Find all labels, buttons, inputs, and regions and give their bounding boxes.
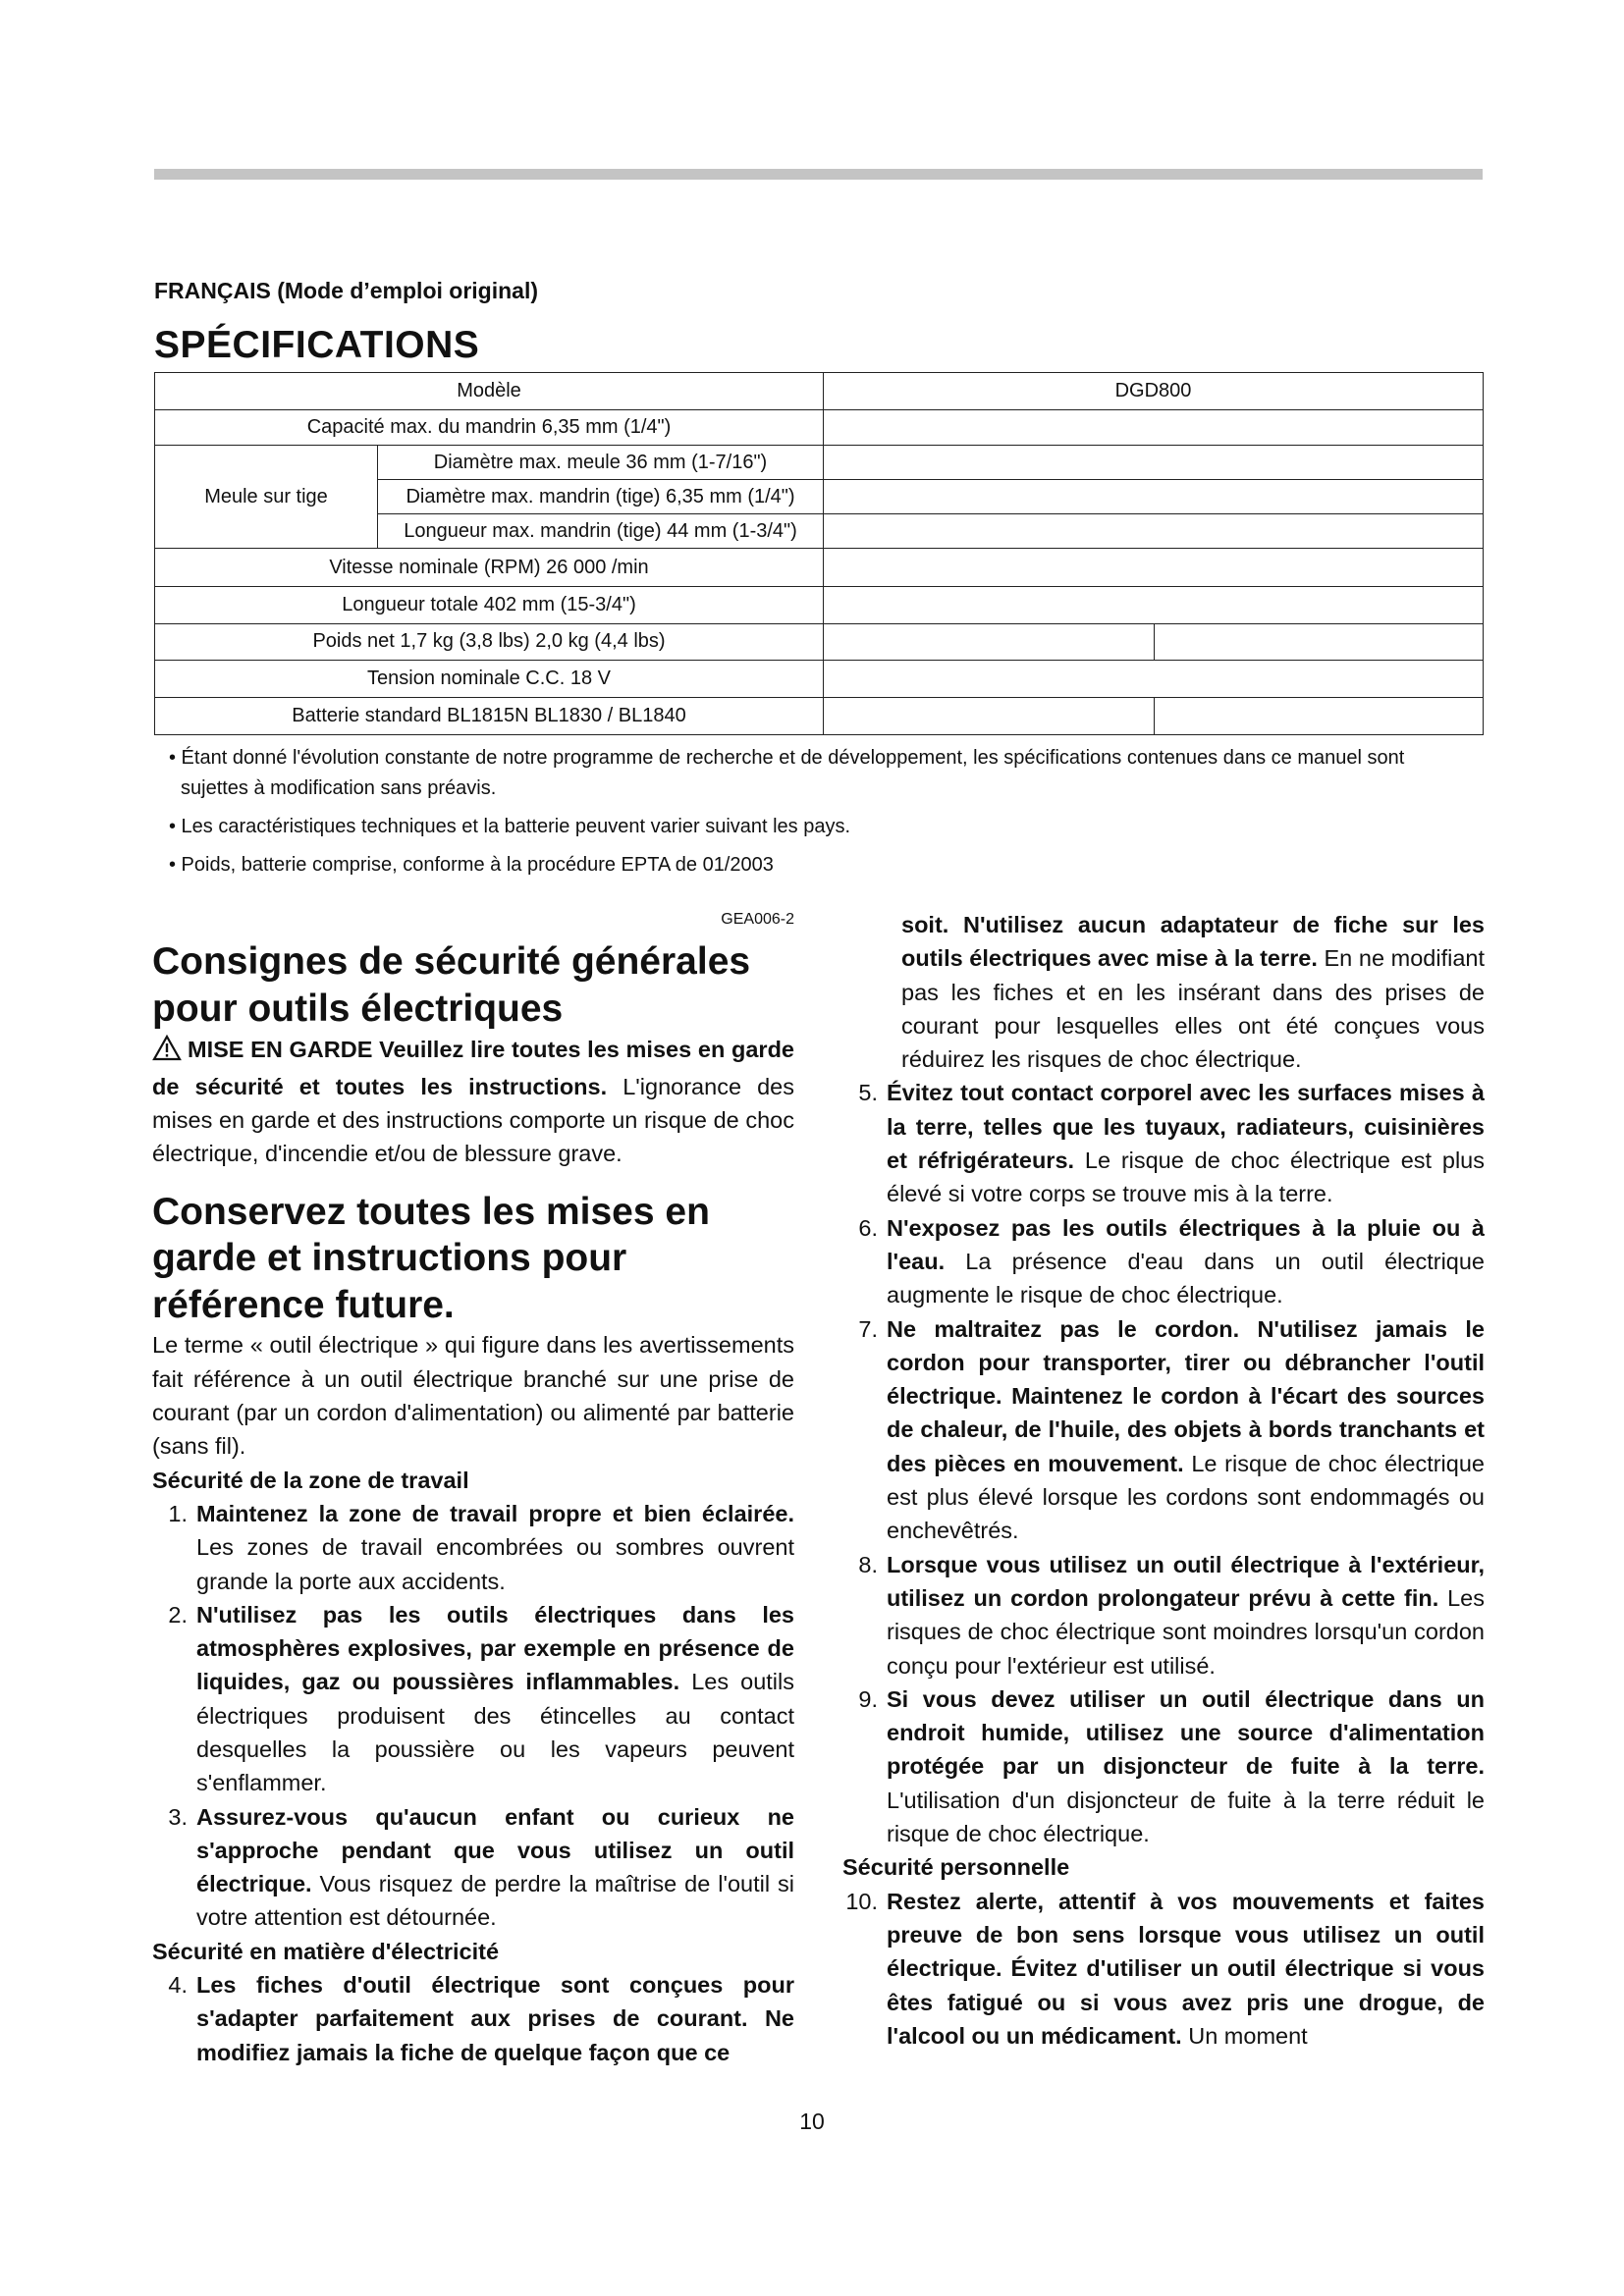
spec-value-empty <box>824 410 1484 446</box>
item-number: 4. <box>168 1972 188 1999</box>
item-bold: soit. N'utilisez aucun adaptateur de fiche sur les outils électriques avec mise à la terre. <box>901 912 1485 972</box>
spec-label: Capacité max. du mandrin 6,35 mm (1/4") <box>155 410 824 446</box>
spec-value-empty <box>824 697 1155 734</box>
language-header: FRANÇAIS (Mode d’emploi original) <box>154 278 538 303</box>
spec-row <box>155 549 1484 586</box>
spec-label: Diamètre max. mandrin (tige) 6,35 mm (1/4") <box>378 480 824 514</box>
item-bold: N'utilisez pas les outils électriques dans les atmosphères explosives, par exemple en présence de liquides, gaz ou poussières inflammables. <box>196 1601 794 1695</box>
item-bold: Les fiches d'outil électrique sont conçues pour s'adapter parfaitement aux prises de courant. Ne modifiez jamais la fiche de quelque façon que ce <box>196 1972 794 2065</box>
item-bold: Assurez-vous qu'aucun enfant ou curieux ne s'approche pendant que vous utilisez un outil électrique. <box>196 1803 794 1897</box>
item-bold: N'exposez pas les outils électriques à la pluie ou à l'eau. <box>887 1214 1485 1274</box>
item-number: 10. <box>845 1888 878 1914</box>
item-bold: Lorsque vous utilisez un outil électrique à l'extérieur, utilisez un cordon prolongateur prévu à cette fin. <box>887 1551 1485 1611</box>
spec-note: • Les caractéristiques techniques et la batterie peuvent varier suivant les pays. <box>169 816 851 837</box>
spec-note: • Poids, batterie comprise, conforme à la procédure EPTA de 01/2003 <box>169 854 774 876</box>
spec-value-empty <box>824 480 1484 514</box>
spec-value-empty <box>824 586 1484 623</box>
spec-row <box>155 446 1484 480</box>
group-label: Meule sur tige <box>155 446 378 549</box>
specifications-title: SPÉCIFICATIONS <box>154 324 480 366</box>
item-text: En ne modifiant pas les fiches et en les insérant dans des prises de courant pour lesquelles elles ont été conçues vous réduirez les risques de choc électrique. <box>901 945 1486 1073</box>
list-item <box>842 1682 1485 1850</box>
warning-icon <box>152 1035 182 1070</box>
model-value: DGD800 <box>824 373 1484 410</box>
section-heading: Conservez toutes les mises en garde et instructions pour référence future. <box>152 1190 710 1326</box>
list-item <box>842 1312 1485 1548</box>
spec-row <box>155 410 1484 446</box>
item-bold: Évitez tout contact corporel avec les surfaces mises à la terre, telles que les tuyaux, radiateurs, cuisinières et réfrigérateurs. <box>887 1080 1485 1174</box>
item-bold: Maintenez la zone de travail propre et bien éclairée. <box>196 1500 794 1526</box>
spec-label: Longueur max. mandrin (tige) 44 mm (1-3/4") <box>378 514 824 549</box>
spec-row <box>155 623 1484 660</box>
item-bold: Restez alerte, attentif à vos mouvements et faites preuve de bon sens lorsque vous utilisez un outil électrique. Évitez d'utiliser un outil électrique si vous êtes fatigué ou si vous avez pris une drogue, de l'alcool ou un médicament. <box>887 1888 1485 2049</box>
model-label: Modèle <box>155 373 824 410</box>
section-heading: Consignes de sécurité générales pour outils électriques <box>152 940 751 1030</box>
item-number: 2. <box>168 1601 188 1628</box>
specifications-table <box>154 372 1484 735</box>
list-item <box>842 1885 1485 2053</box>
item-number: 9. <box>858 1685 878 1712</box>
spec-label: Vitesse nominale (RPM) 26 000 /min <box>155 549 824 586</box>
right-column <box>842 908 1485 2053</box>
spec-label: Diamètre max. meule 36 mm (1-7/16") <box>378 446 824 480</box>
warning-bold: MISE EN GARDE Veuillez lire toutes les mises en garde de sécurité et toutes les instructions. <box>152 1036 794 1099</box>
spec-row <box>155 697 1484 734</box>
warning-paragraph <box>152 1033 794 1171</box>
item-number: 1. <box>168 1500 188 1526</box>
item-number: 7. <box>858 1315 878 1342</box>
item-number: 6. <box>858 1214 878 1241</box>
list-item <box>842 1211 1485 1312</box>
list-item <box>842 1548 1485 1682</box>
item-bold: Ne maltraitez pas le cordon. N'utilisez jamais le cordon pour transporter, tirer ou débrancher l'outil électrique. Maintenez le cordon à l'écart des sources de chaleur, de l'huile, des objets à bords tranchants et des pièces en mouvement. <box>887 1315 1485 1476</box>
list-item <box>152 1968 794 2069</box>
spec-label: Batterie standard BL1815N BL1830 / BL1840 <box>155 697 824 734</box>
warning-text: L'ignorance des mises en garde et des instructions comporte un risque de choc électrique, d'incendie et/ou de blessure grave. <box>152 1073 795 1167</box>
subsection-heading: Sécurité de la zone de travail <box>152 1467 469 1493</box>
item-text: Les zones de travail encombrées ou sombres ouvrent grande la porte aux accidents. <box>196 1534 794 1594</box>
spec-value-empty <box>824 623 1155 660</box>
spec-row-model <box>155 373 1484 410</box>
list-item <box>152 1598 794 1800</box>
spec-value-empty <box>824 549 1484 586</box>
spec-row <box>155 586 1484 623</box>
item-number: 3. <box>168 1803 188 1830</box>
item-text: La présence d'eau dans un outil électrique augmente le risque de choc électrique. <box>887 1248 1485 1308</box>
list-item <box>152 1800 794 1935</box>
item-text: Le risque de choc électrique est plus élevé si votre corps se trouve mis à la terre. <box>887 1148 1485 1207</box>
left-column <box>152 908 794 2069</box>
item-text: Un moment <box>1181 2022 1308 2049</box>
item-text: L'utilisation d'un disjoncteur de fuite à la terre réduit le risque de choc électrique. <box>887 1787 1485 1847</box>
continued-paragraph <box>842 908 1485 1076</box>
item-number: 5. <box>858 1080 878 1106</box>
list-item <box>842 1076 1485 1210</box>
spec-value-empty <box>824 514 1484 549</box>
subsection-heading: Sécurité personnelle <box>842 1854 1070 1881</box>
spec-row <box>155 660 1484 697</box>
item-number: 8. <box>858 1551 878 1577</box>
top-divider-bar <box>154 169 1483 180</box>
spec-note: • Étant donné l'évolution constante de notre programme de recherche et de développement, les spécifications contenues dans ce manuel sont sujettes à modification sans préavis. <box>169 747 1405 799</box>
spec-value-empty <box>1155 697 1484 734</box>
spec-value-empty <box>824 446 1484 480</box>
intro-paragraph: Le terme « outil électrique » qui figure dans les avertissements fait référence à un outil électrique branché sur une prise de courant (par un cordon d'alimentation) ou alimenté par batterie (sans fil). <box>152 1332 794 1460</box>
item-text: Les outils électriques produisent des étincelles au contact desquelles la poussière ou les vapeurs peuvent s'enflammer. <box>196 1669 794 1796</box>
spec-value-empty <box>1155 623 1484 660</box>
item-text: Le risque de choc électrique est plus élevé lorsque les cordons sont endommagés ou enchevêtrés. <box>887 1450 1485 1544</box>
list-item <box>152 1497 794 1598</box>
spec-label: Poids net 1,7 kg (3,8 lbs) 2,0 kg (4,4 lbs) <box>155 623 824 660</box>
reference-code: GEA006-2 <box>721 911 794 928</box>
page-number: 10 <box>799 2109 825 2134</box>
subsection-heading: Sécurité en matière d'électricité <box>152 1938 500 1964</box>
spec-label: Longueur totale 402 mm (15-3/4") <box>155 586 824 623</box>
item-bold: Si vous devez utiliser un outil électrique dans un endroit humide, utilisez une source d'alimentation protégée par un disjoncteur de fuite à la terre. <box>887 1685 1485 1780</box>
item-text: Vous risquez de perdre la maîtrise de l'outil si votre attention est détournée. <box>196 1871 794 1931</box>
item-text: Les risques de choc électrique sont moindres lorsqu'un cordon conçu pour l'extérieur est utilisé. <box>887 1584 1486 1679</box>
spec-label: Tension nominale C.C. 18 V <box>155 660 824 697</box>
spec-value-empty <box>824 660 1484 697</box>
spec-notes <box>169 743 1475 888</box>
